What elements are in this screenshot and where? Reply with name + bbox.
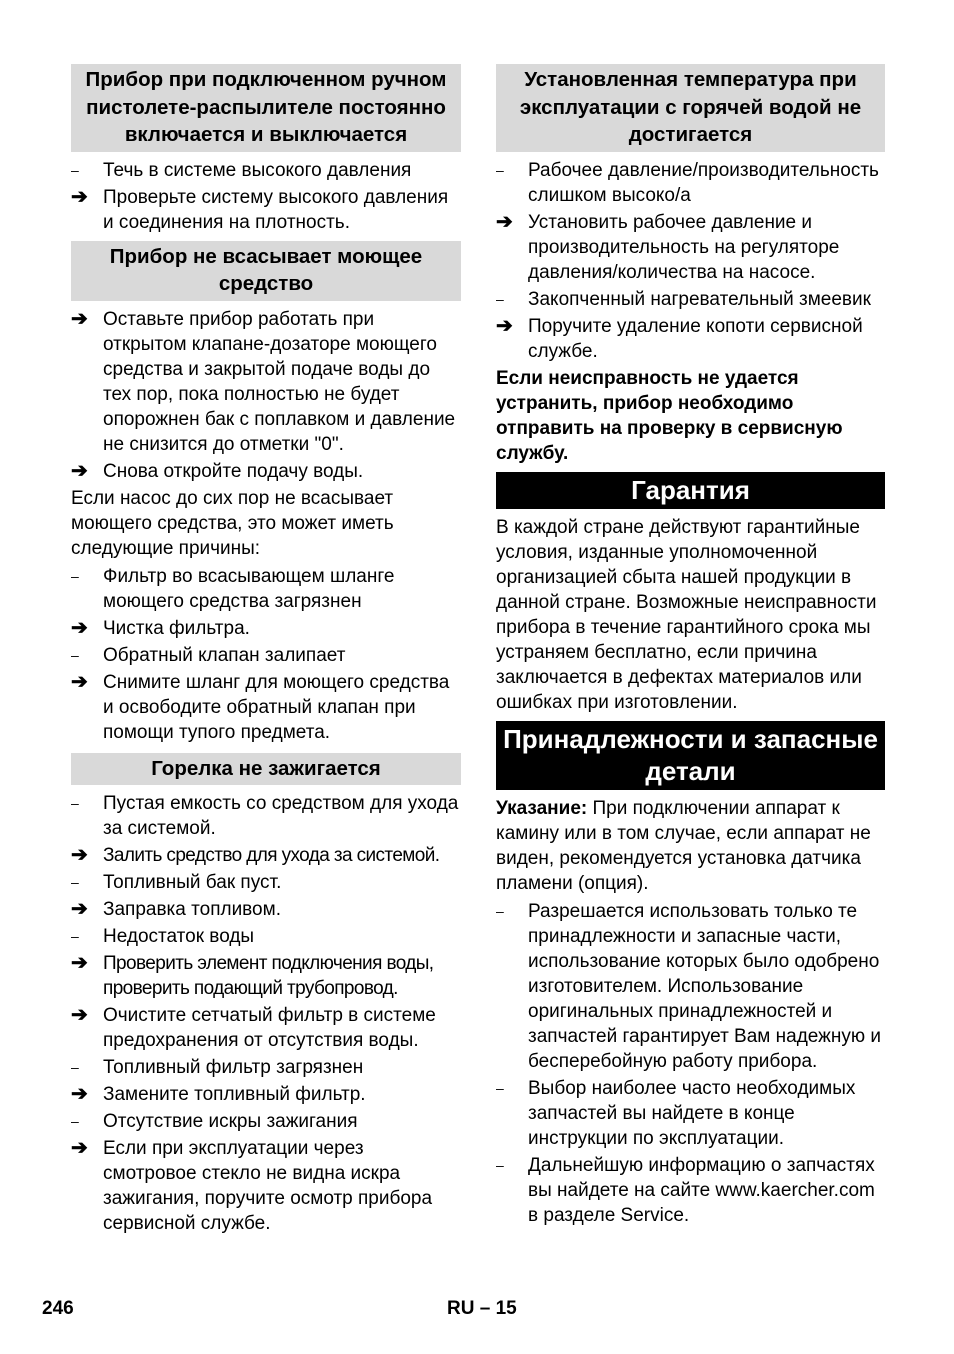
note-label: Указание:	[496, 797, 588, 819]
action-item	[496, 314, 885, 364]
list-item-text: Обратный клапан залипает	[103, 644, 346, 666]
list-burner-no-ignition	[71, 791, 461, 1236]
action-item	[71, 616, 461, 641]
cause-item	[496, 158, 885, 208]
list-item-text: Закопченный нагревательный змеевик	[528, 288, 871, 310]
list-item-text: Если при эксплуатации через смотровое стекло не видна искра зажигания, поручите осмотр прибора сервисной службе.	[103, 1138, 433, 1234]
action-item	[71, 897, 461, 922]
list-pump-causes	[71, 564, 461, 745]
dash-icon: –	[496, 161, 504, 178]
note-text: При подключении аппарат к камину или в том случае, если аппарат не виден, рекомендуется установка датчика пламени (опция).	[496, 797, 871, 894]
arrow-right-icon: ➔	[71, 307, 88, 330]
action-item	[71, 1136, 461, 1236]
list-item-text: Фильтр во всасывающем шланге моющего средства загрязнен	[103, 565, 395, 612]
cause-item	[496, 899, 885, 1074]
dash-icon: –	[496, 290, 504, 307]
dash-icon: –	[71, 874, 79, 890]
cause-item	[496, 1076, 885, 1151]
action-item	[71, 843, 461, 868]
list-item-text: Дальнейшую информацию о запчастях вы найдете на сайте www.kaercher.com в разделе Service.	[528, 1154, 875, 1226]
paragraph-accessories-note	[496, 796, 885, 896]
arrow-right-icon: ➔	[71, 185, 88, 208]
dash-icon: –	[71, 567, 79, 584]
dash-icon: –	[71, 646, 79, 663]
list-item-text: Оставьте прибор работать при открытом клапане-дозаторе моющего средства и закрытой подаче воды до тех пор, пока полностью не будет опорожнен бак с поплавком и давление не снизится до отметки "0".	[103, 308, 456, 455]
dash-icon: –	[496, 902, 504, 919]
list-item-text: Недостаток воды	[103, 926, 255, 947]
left-column	[71, 64, 461, 1238]
dash-icon: –	[496, 1079, 504, 1096]
paragraph-pump-causes: Если насос до сих пор не всасывает моющего средства, это может иметь следующие причины:	[71, 487, 394, 559]
page-number: 246	[42, 1298, 74, 1319]
cause-item	[71, 158, 461, 183]
cause-item	[71, 870, 461, 895]
dash-icon: –	[71, 795, 79, 811]
list-item-text: Снова откройте подачу воды.	[103, 460, 364, 482]
action-item	[71, 670, 461, 745]
list-item-text: Течь в системе высокого давления	[103, 159, 412, 181]
arrow-right-icon: ➔	[71, 844, 88, 866]
arrow-right-icon: ➔	[71, 1004, 88, 1026]
action-item	[71, 459, 461, 484]
heading-temperature-not-reached: Установленная температура при эксплуатации с горячей водой не достигается	[496, 64, 885, 152]
heading-accessories: Принадлежности и запасные детали	[496, 721, 885, 790]
dash-icon: –	[71, 1059, 79, 1075]
action-item	[496, 210, 885, 285]
action-item	[71, 951, 461, 1001]
cause-item	[71, 1109, 461, 1134]
list-item-text: Топливный фильтр загрязнен	[103, 1057, 364, 1078]
list-item-text: Проверить элемент подключения воды, проверить подающий трубопровод.	[103, 953, 434, 999]
heading-burner-no-ignition: Горелка не зажигается	[71, 753, 461, 786]
bold-service-note: Если неисправность не удается устранить, прибор необходимо отправить на проверку в сервисную службу.	[496, 367, 843, 464]
action-item	[71, 1082, 461, 1107]
action-item	[71, 1003, 461, 1053]
list-item-text: Снимите шланг для моющего средства и освободите обратный клапан при помощи тупого предмета.	[103, 671, 450, 743]
dash-icon: –	[496, 1156, 504, 1173]
list-item-text: Замените топливный фильтр.	[103, 1084, 366, 1105]
action-item	[71, 185, 461, 235]
paragraph-warranty: В каждой стране действуют гарантийные условия, изданные уполномоченной организацией сбыта нашей продукции в данной стране. Возможные неисправности прибора в течение гарантийного срока мы устраняем бесплатно, если причина заключается в дефектах материалов или ошибках при изготовлении.	[496, 516, 877, 713]
arrow-right-icon: ➔	[71, 952, 88, 974]
cause-item	[71, 1055, 461, 1080]
list-item-text: Отсутствие искры зажигания	[103, 1111, 358, 1132]
arrow-right-icon: ➔	[71, 1083, 88, 1105]
arrow-right-icon: ➔	[496, 314, 513, 337]
cause-item	[496, 1153, 885, 1228]
list-item-text: Топливный бак пуст.	[103, 872, 282, 893]
list-item-text: Чистка фильтра.	[103, 617, 250, 639]
arrow-right-icon: ➔	[71, 670, 88, 693]
action-item	[71, 307, 461, 457]
arrow-right-icon: ➔	[71, 616, 88, 639]
list-temperature-not-reached	[496, 158, 885, 364]
cause-item	[71, 643, 461, 668]
dash-icon: –	[71, 928, 79, 944]
list-item-text: Проверьте систему высокого давления и соединения на плотность.	[103, 186, 449, 233]
arrow-right-icon: ➔	[71, 1137, 88, 1159]
list-item-text: Очистите сетчатый фильтр в системе предохранения от отсутствия воды.	[103, 1005, 436, 1051]
list-item-text: Рабочее давление/производительность слишком высоко/а	[528, 159, 879, 206]
cause-item	[71, 791, 461, 841]
list-item-text: Выбор наиболее часто необходимых запчастей вы найдете в конце инструкции по эксплуатации.	[528, 1077, 856, 1149]
cause-item	[71, 564, 461, 614]
list-item-text: Разрешается использовать только те принадлежности и запасные части, использование которых было одобрено изготовителем. Использование оригинальных принадлежностей и запчастей гарантирует Вам надежную и бесперебойную работу прибора.	[528, 900, 881, 1072]
cause-item	[496, 287, 885, 312]
right-column	[496, 64, 885, 1230]
list-item-text: Залить средство для ухода за системой.	[103, 845, 440, 866]
list-item-text: Заправка топливом.	[103, 899, 281, 920]
list-item-text: Поручите удаление копоти сервисной службе.	[528, 315, 863, 362]
list-item-text: Установить рабочее давление и производительность на регуляторе давления/количества на насосе.	[528, 211, 840, 283]
list-item-text: Пустая емкость со средством для ухода за системой.	[103, 793, 459, 839]
heading-warranty: Гарантия	[496, 472, 885, 509]
list-pistol-switching	[71, 158, 461, 235]
arrow-right-icon: ➔	[496, 210, 513, 233]
cause-item	[71, 924, 461, 949]
arrow-right-icon: ➔	[71, 459, 88, 482]
dash-icon: –	[71, 161, 79, 178]
page-section-label: RU – 15	[447, 1298, 517, 1319]
heading-pistol-switching: Прибор при подключенном ручном пистолете-распылителе постоянно включается и выключается	[71, 64, 461, 152]
list-no-detergent	[71, 307, 461, 484]
heading-no-detergent: Прибор не всасывает моющее средство	[71, 241, 461, 301]
list-accessories	[496, 899, 885, 1228]
dash-icon: –	[71, 1113, 79, 1129]
arrow-right-icon: ➔	[71, 898, 88, 920]
